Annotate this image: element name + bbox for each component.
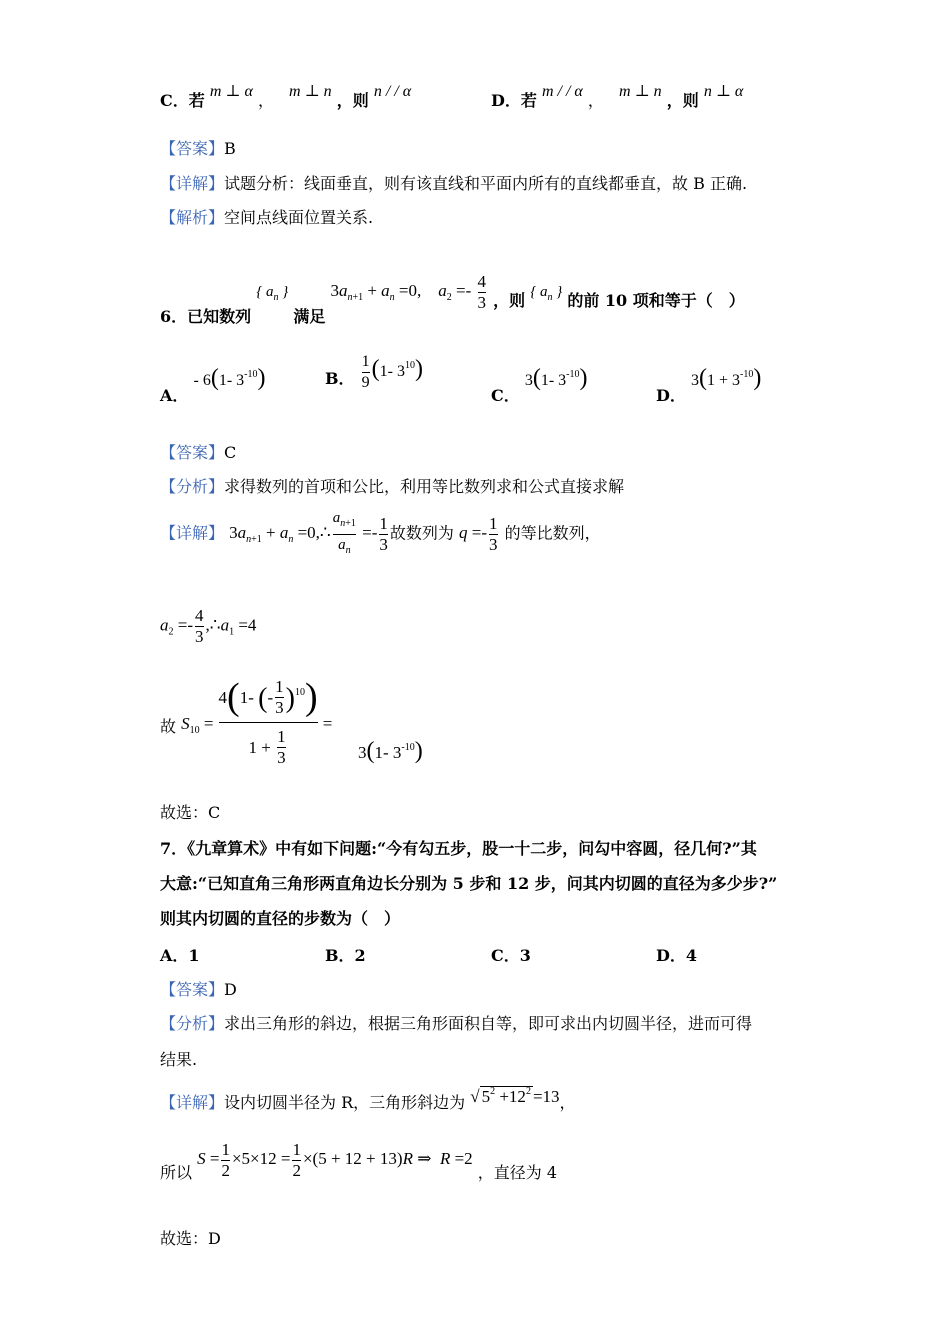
- math-expr: m ⊥ n: [619, 83, 662, 100]
- detail-text: 设内切圆半径为 R，三角形斜边为: [224, 1093, 466, 1112]
- math-fraction: 4(1- (- $\frac{1}{3}$ )$^{10}$) 1 + $\frac{1}{3}$: [218, 676, 318, 767]
- option-label: C．: [491, 386, 520, 405]
- answer-value: D: [224, 980, 237, 999]
- detail-tag: 【详解】: [160, 1093, 225, 1112]
- math-recurrence: $3a_{n+1} + a_n =0$, $a_2$ =- $\frac{4}{3}$: [330, 272, 487, 312]
- analysis-text: 求出三角形的斜边，根据三角形面积自等，即可求出内切圆半径，进而可得: [224, 1014, 753, 1033]
- separator: ，则: [666, 91, 699, 110]
- q7-analysis: [160, 1011, 752, 1034]
- q5-detail: [160, 171, 747, 194]
- math-expr: =: [322, 714, 333, 733]
- q6-sum-formula: [160, 664, 332, 768]
- q6-analysis: [160, 474, 624, 497]
- so-text: 所以: [160, 1163, 193, 1183]
- math-expr: - 6(1- $3^{-10}$): [193, 365, 266, 391]
- answer-tag: 【答案】: [160, 980, 225, 999]
- q6-option-a: [160, 365, 266, 405]
- q7-option-c: C．3: [491, 946, 531, 965]
- separator: ，: [257, 91, 274, 110]
- math-expr: n ⊥ α: [703, 83, 744, 100]
- q7-stem-line3: 则其内切圆的直径的步数为（ ）: [160, 909, 401, 928]
- math-expr: m / / α: [541, 83, 583, 100]
- analysis-text: 求得数列的首项和公比，利用等比数列求和公式直接求解: [224, 477, 625, 496]
- analysis-tag: 【分析】: [160, 477, 225, 496]
- q5-analysis: [160, 205, 373, 228]
- analysis-text: 空间点线面位置关系.: [224, 208, 374, 227]
- q6-option-b: [325, 352, 423, 393]
- q6-option-c: [491, 365, 588, 405]
- math-expr: $\frac{1}{9}$ (1- $3^{10}$): [361, 353, 423, 391]
- analysis-tag: 【解析】: [160, 208, 225, 227]
- detail-tag: 【详解】: [160, 174, 225, 193]
- math-expr: $3a_{n+1} + a_n$ =0,∴ $\frac{a_{n+1}}{a_n}$ =- $\frac{1}{3}$: [229, 523, 390, 542]
- detail-text: 故数列为: [389, 523, 454, 543]
- option-label: D．: [656, 386, 686, 405]
- math-expr: 3(1- $3^{-10}$): [524, 365, 588, 391]
- stem-text: 满足: [293, 307, 326, 327]
- math-expr: √ $5^2 +12^2 =13$: [470, 1086, 560, 1106]
- q5-option-d: [491, 83, 744, 111]
- stem-text: 的前 10 项和等于（ ）: [567, 291, 745, 311]
- answer-value: B: [224, 139, 236, 158]
- option-label: B．: [325, 369, 355, 389]
- q6-stem: [160, 272, 745, 327]
- math-seq: { $a_n$ }: [256, 284, 289, 304]
- detail-text: ，: [559, 1093, 576, 1112]
- answer-value: C: [224, 443, 237, 462]
- q6-detail: [160, 508, 601, 561]
- analysis-tag: 【分析】: [160, 1014, 225, 1033]
- q6-first-term: $a_2$ =- $\frac{4}{3}$ $,\therefore a_1 =4$: [160, 606, 257, 646]
- q7-option-a: A．1: [160, 946, 200, 965]
- q7-detail: [160, 1086, 576, 1113]
- answer-tag: 【答案】: [160, 443, 225, 462]
- diameter-text: ，直径为 4: [477, 1163, 558, 1183]
- math-expr: $S_{10}$ =: [181, 714, 214, 736]
- answer-tag: 【答案】: [160, 139, 225, 158]
- q6-answer: [160, 440, 236, 463]
- q7-area-eq: [160, 1140, 557, 1181]
- math-expr: m ⊥ α: [209, 83, 253, 100]
- math-seq: { $a_n$ }: [530, 284, 563, 304]
- q7-analysis-cont: 结果.: [160, 1050, 198, 1069]
- math-expr: m ⊥ n: [289, 83, 332, 100]
- stem-text: 6．已知数列: [160, 307, 252, 327]
- sum-prefix: 故: [160, 717, 177, 736]
- q5-answer: [160, 136, 236, 159]
- detail-text: 试题分析：线面垂直，则有该直线和平面内所有的直线都垂直，故 B 正确.: [224, 174, 748, 193]
- math-expr: n / / α: [373, 83, 412, 100]
- q7-option-b: B．2: [325, 946, 366, 965]
- option-label: A．: [160, 386, 189, 405]
- option-label: C．若: [160, 91, 205, 110]
- q7-stem-line1: 7．《九章算术》中有如下问题:“今有勾五步，股一十二步，问勾中容圆，径几何?”其: [160, 839, 757, 858]
- math-expr: $3(1 + 3^{-10})$: [690, 365, 762, 391]
- q7-option-d: D．4: [656, 946, 698, 965]
- stem-text: ，则: [493, 291, 526, 311]
- separator: ，则: [336, 91, 369, 110]
- q7-conclusion: 故选：D: [160, 1229, 221, 1248]
- q5-option-c: [160, 83, 412, 111]
- q7-answer: [160, 977, 237, 1000]
- q6-sum-result: 3(1- $3^{-10}$): [358, 738, 423, 764]
- math-expr: S = $\frac{1}{2}$ ×5×12 = $\frac{1}{2}$ ×(5 + 12 + 13)R ⇒ R =2: [197, 1140, 473, 1180]
- q6-option-d: [656, 365, 762, 405]
- detail-tag: 【详解】: [160, 523, 225, 543]
- math-expr: q =- $\frac{1}{3}$: [459, 514, 498, 554]
- q7-stem-line2: 大意:“已知直角三角形两直角边长分别为 5 步和 12 步，问其内切圆的直径为多少步?”: [160, 874, 778, 893]
- q6-conclusion: 故选：C: [160, 803, 221, 822]
- detail-text: 的等比数列，: [504, 523, 601, 543]
- separator: ，: [587, 91, 604, 110]
- option-label: D．若: [491, 91, 537, 110]
